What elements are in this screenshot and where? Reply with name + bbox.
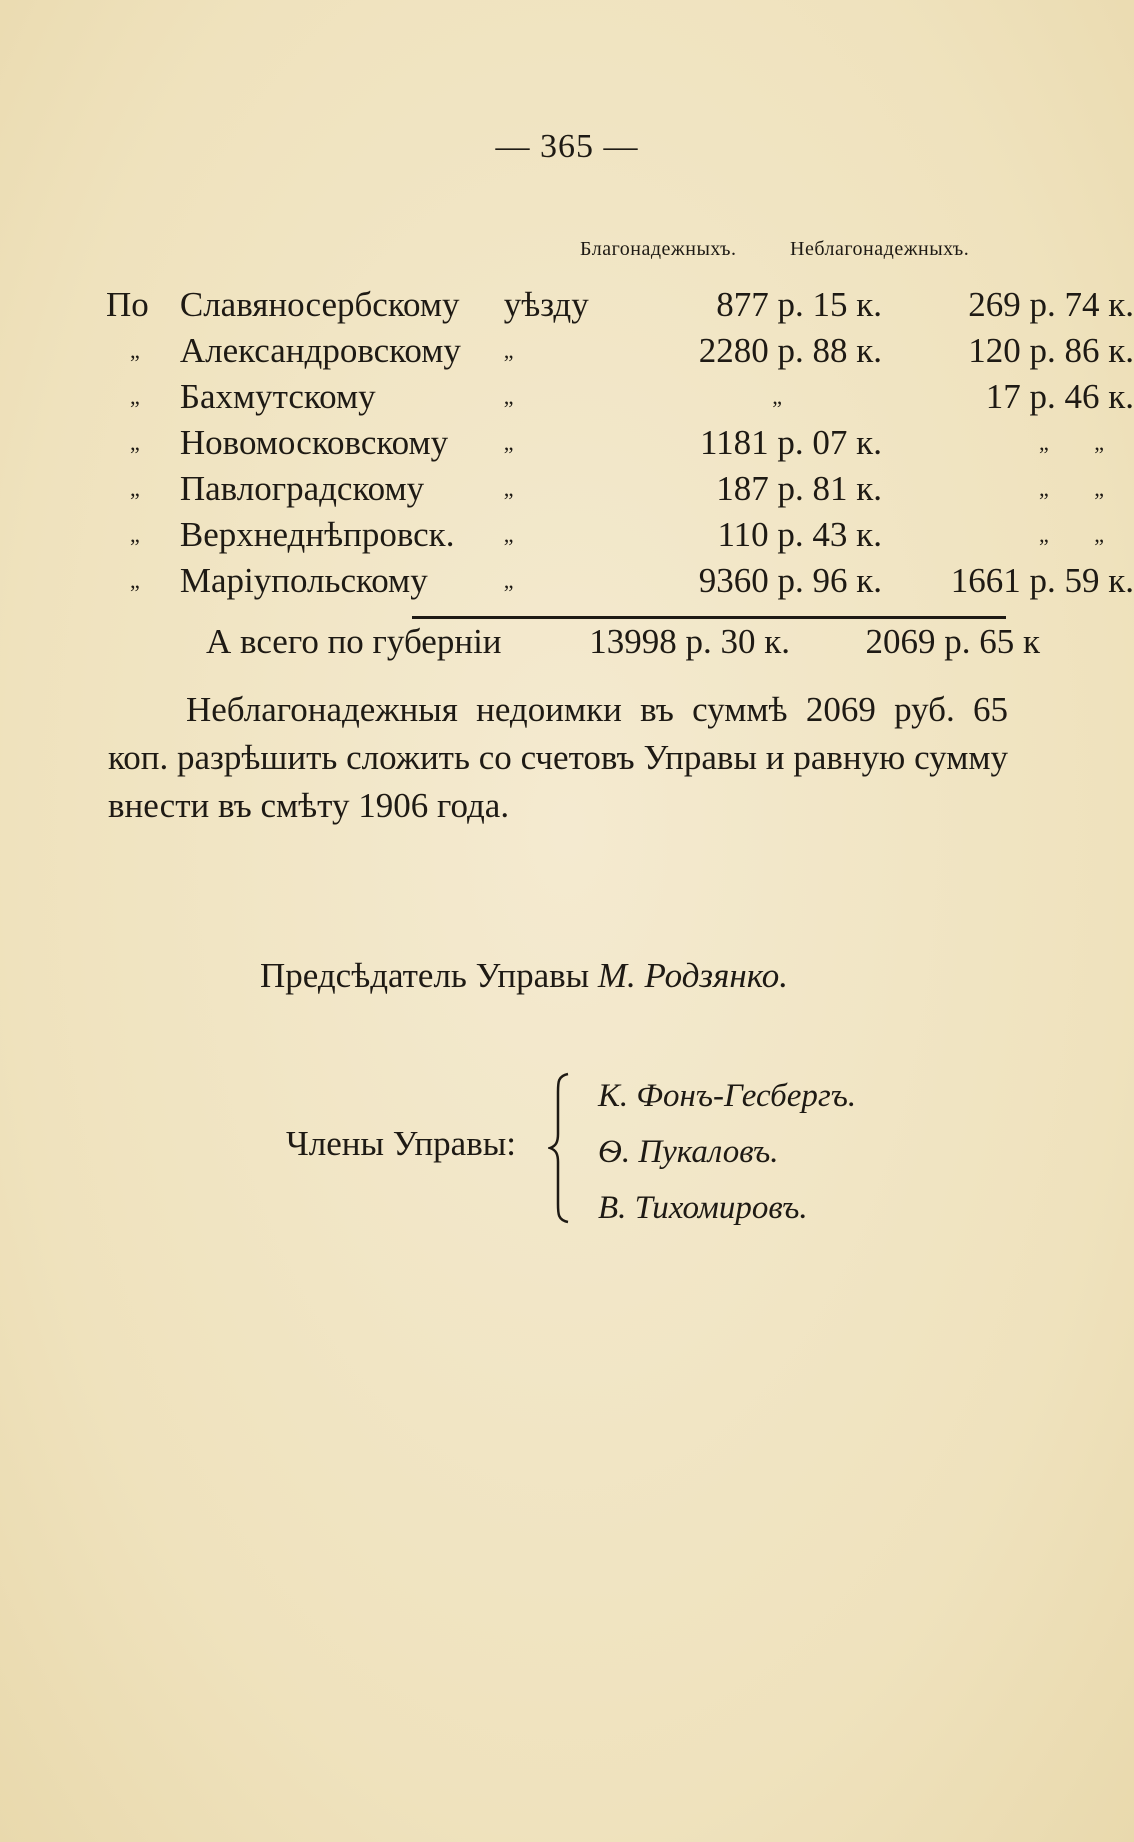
page-number: — 365 — — [495, 128, 639, 165]
member-name: Ѳ. Пукаловъ. — [598, 1134, 779, 1170]
table-row — [106, 466, 1134, 512]
row-prefix: „ — [130, 384, 140, 409]
resolution-paragraph — [108, 686, 1008, 830]
table-row — [106, 374, 1134, 420]
row-ditto: „ — [503, 568, 514, 593]
row-ditto: „ — [503, 476, 514, 501]
good-amount: 2280 р. 88 к. — [698, 331, 882, 370]
bad-amount: 17 р. 46 к. — [985, 377, 1134, 416]
total-divider — [412, 616, 1006, 619]
district-name: Павлоградскому — [179, 469, 425, 508]
good-amount: 9360 р. 96 к. — [698, 561, 882, 600]
row-prefix: „ — [130, 522, 140, 547]
district-name: Славяносербскому — [179, 285, 460, 324]
chairman-title: Предсѣдатель Управы — [260, 956, 590, 995]
row-ditto: „ — [503, 384, 514, 409]
good-amount: 187 р. 81 к. — [716, 469, 882, 508]
good-amount: 877 р. 15 к. — [716, 285, 882, 324]
members-label: Члены Управы: — [286, 1124, 516, 1163]
bad-amount: „ „ — [1038, 522, 1104, 547]
bad-amount: 269 р. 74 к. — [968, 285, 1134, 324]
member-name: В. Тихомировъ. — [598, 1190, 808, 1226]
arrears-table — [106, 282, 1134, 604]
bad-amount: 1661 р. 59 к. — [950, 561, 1134, 600]
total-good: 13998 р. 30 к. — [589, 622, 790, 661]
bad-amount: 120 р. 86 к. — [968, 331, 1134, 370]
row-prefix: „ — [130, 338, 140, 363]
row-ditto: „ — [503, 522, 514, 547]
table-row — [106, 328, 1134, 374]
member-name: К. Фонъ-Гесбергъ. — [598, 1078, 857, 1114]
column-header-good: Благонадежныхъ. — [580, 238, 737, 260]
bad-amount: „ „ — [1038, 476, 1104, 501]
total-bad: 2069 р. 65 к — [865, 622, 1040, 661]
table-row — [106, 420, 1134, 466]
total-row — [106, 622, 1040, 662]
row-prefix: „ — [130, 430, 140, 455]
bad-amount: „ „ — [1038, 430, 1104, 455]
district-name: Бахмутскому — [179, 377, 376, 416]
row-ditto: уѣзду — [503, 285, 589, 324]
table-row — [106, 282, 1134, 328]
good-amount: 110 р. 43 к. — [717, 515, 882, 554]
good-amount: „ — [772, 384, 782, 409]
curly-brace-icon — [548, 1072, 572, 1224]
good-amount: 1181 р. 07 к. — [699, 423, 882, 462]
row-prefix: „ — [130, 476, 140, 501]
district-name: Александровскому — [179, 331, 461, 370]
column-header-bad: Неблагонадежныхъ. — [790, 238, 970, 260]
total-label: А всего по губерніи — [206, 622, 502, 661]
district-name: Маріупольскому — [179, 561, 428, 600]
members-list — [598, 1068, 856, 1236]
row-prefix: „ — [130, 568, 140, 593]
resolution-text: Неблагонадежныя недоимки въ суммѣ 2069 руб. 65 коп. разрѣшить сложить со счетовъ Управы и равную сумму внести въ смѣту 1906 года. — [108, 690, 1008, 825]
chairman-line — [260, 956, 788, 996]
row-ditto: „ — [503, 338, 514, 363]
row-ditto: „ — [503, 430, 514, 455]
table-row — [106, 512, 1134, 558]
chairman-signature: М. Родзянко. — [597, 956, 788, 995]
district-name: Верхнеднѣпровск. — [179, 515, 455, 554]
district-name: Новомосковскому — [179, 423, 449, 462]
row-prefix: По — [106, 285, 149, 324]
table-row — [106, 558, 1134, 604]
